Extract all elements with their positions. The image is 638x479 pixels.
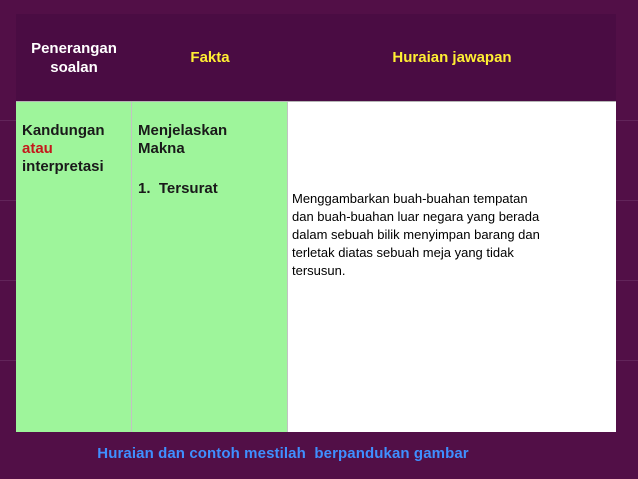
cell-text: Menjelaskan	[138, 122, 228, 139]
caption	[0, 445, 638, 462]
answer-line: dalam sebuah bilik menyimpan barang dan	[292, 227, 540, 242]
header-huraian-jawapan: Huraian jawapan	[288, 14, 616, 102]
cell-kandungan	[16, 102, 132, 432]
answer-paragraph	[292, 190, 608, 280]
list-item-tersurat: 1. Tersurat	[138, 180, 218, 197]
cell-fakta	[132, 102, 288, 432]
cell-text: Makna	[138, 140, 185, 157]
header-line: Penerangan	[31, 39, 117, 57]
answer-line: tersusun.	[292, 263, 346, 278]
cell-text-highlight: atau	[22, 140, 53, 157]
cell-text: Kandungan	[22, 122, 105, 139]
cell-text: interpretasi	[22, 158, 104, 175]
answer-line: dan buah-buahan luar negara yang berada	[292, 209, 540, 224]
header-fakta: Fakta	[132, 14, 288, 102]
question-table	[16, 14, 616, 432]
caption-text: Huraian dan contoh mestilah berpandukan gambar	[97, 445, 469, 462]
answer-line: Menggambarkan buah-buahan tempatan	[292, 191, 528, 206]
answer-line: terletak diatas sebuah meja yang tidak	[292, 245, 514, 260]
header-line: soalan	[50, 58, 98, 76]
cell-huraian	[288, 102, 616, 432]
header-penerangan-soalan	[16, 14, 132, 102]
